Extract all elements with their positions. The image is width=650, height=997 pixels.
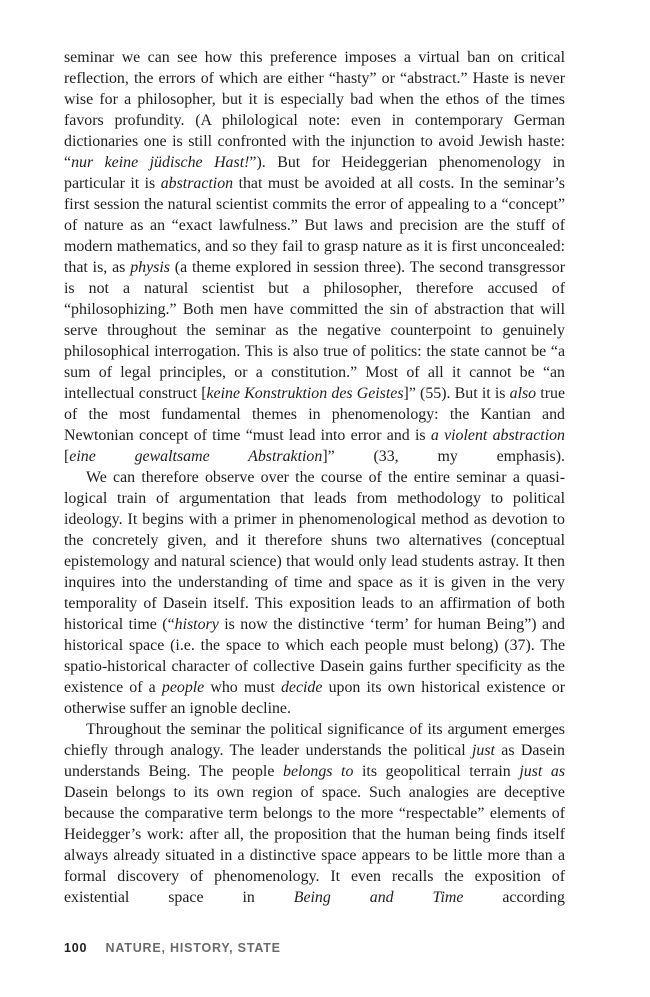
paragraph: Throughout the seminar the political significance of its argument emerges chiefly through analogy. The leader understands the political just as Dasein understands Being. The people belongs to its geopolitical terrain just as Dasein belongs to its own region of space. Such analogies are deceptive because the comparative term belongs to the more “respectable” elements of Heidegger’s work: after all, the proposition that the human being finds itself always already situated in a distinctive space appears to be little more than a formal discovery of phenomenology. It even recalls the exposition of existential space in Being and Time according — [64, 721, 565, 906]
page-number: 100 — [64, 941, 88, 955]
paragraph: seminar we can see how this preference imposes a virtual ban on critical reflection, the errors of which are either “hasty” or “abstract.” Haste is never wise for a philosopher, but it is especially bad when the ethos of the times favors profundity. (A philological note: even in contemporary German dictionaries one is still confronted with the injunction to avoid Jewish haste: “nur keine jüdische Hast!”). But for Heideggerian phenomenology in particular it is abstraction that must be avoided at all costs. In the seminar’s first session the natural scientist commits the error of appealing to a “concept” of nature as an “exact lawfulness.” But laws and precision are the stuff of modern mathematics, and so they fail to grasp nature as it is first unconcealed: that is, as physis (a theme explored in session three). The second transgressor is not a natural scientist but a philosopher, therefore accused of “philosophizing.” Both men have committed the sin of abstraction that will serve throughout the seminar as the negative counterpoint to genuinely philosophical interrogation. This is also true of politics: the state cannot be “a sum of legal principles, or a constitution.” Most of all it cannot be “an intellectual construct [keine Konstruktion des Geistes]” (55). But it is also true of the most fundamental themes in phenomenology: the Kantian and Newtonian concept of time “must lead into error and is a violent abstraction [eine gewaltsame Abstraktion]” (33, my emphasis). — [64, 49, 566, 465]
page-footer — [64, 941, 565, 961]
paragraph: We can therefore observe over the course of the entire seminar a quasi- logical train of argumentation that leads from methodology to political ideology. It begins with a primer in phenomenological method as devotion to the concretely given, and it therefore shuns two alternatives (conceptual epistemology and natural science) that would only lead students astray. It then inquires into the understanding of time and space as it is given in the very temporality of Dasein itself. This exposition leads to an affirmation of both historical time (“history is now the distinctive ‘term’ for human Being”) and historical space (i.e. the space to which each people must belong) (37). The spatio-historical character of collective Dasein gains further specificity as the existence of a people who must decide upon its own historical existence or otherwise suffer an ignoble decline. — [64, 469, 565, 717]
running-head: NATURE, HISTORY, STATE — [105, 941, 281, 955]
body-text — [64, 47, 565, 908]
